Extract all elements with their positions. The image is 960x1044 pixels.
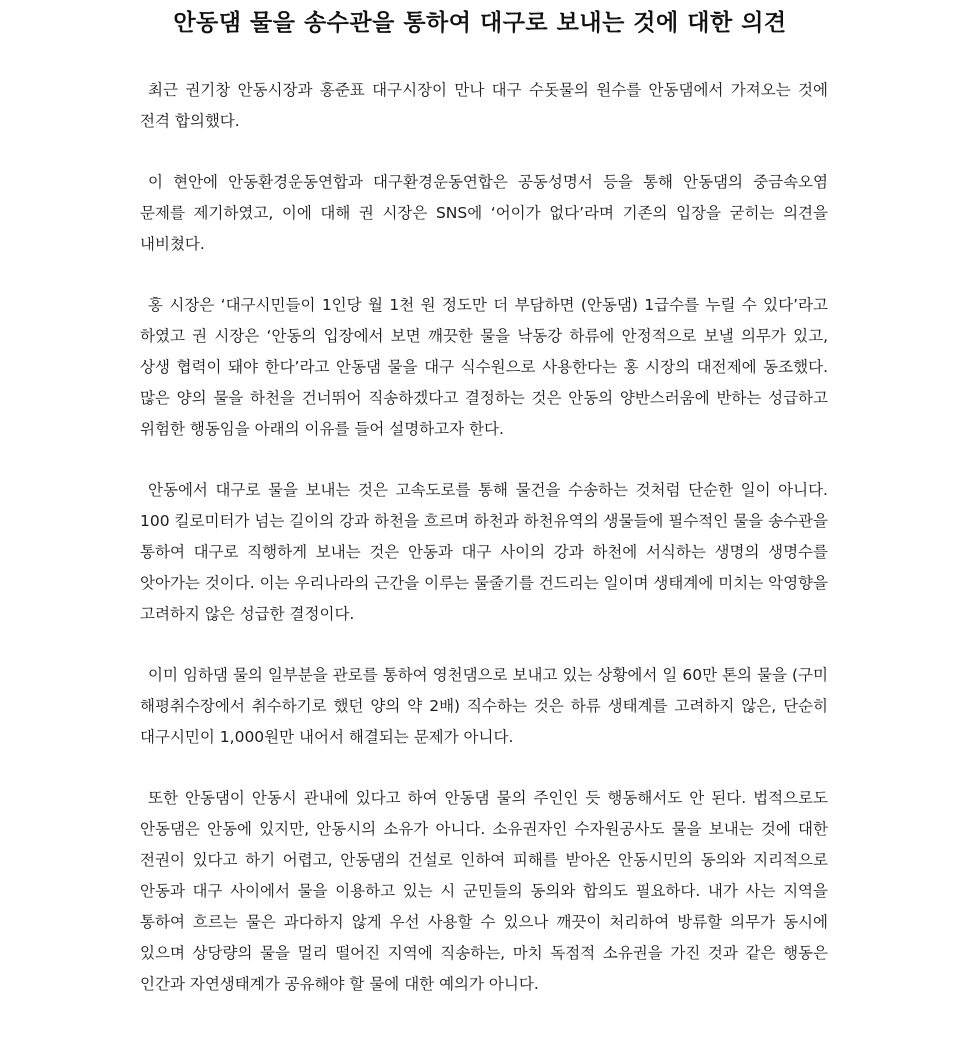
document-title: 안동댐 물을 송수관을 통하여 대구로 보내는 것에 대한 의견 [173, 10, 787, 36]
paragraph-6: 또한 안동댐이 안동시 관내에 있다고 하여 안동댐 물의 주인인 듯 행동해서도 안 된다. 법적으로도 안동댐은 안동에 있지만, 안동시의 소유가 아니다. 소유권자인 수자원공사도 물을 보내는 것에 대한 전권이 있다고 하기 어렵고, 안동댐의 건설로 인하여 피해를 받아온 안동시민의 동의와 지리적으로 안동과 대구 사이에서 물을 이용하고 있는 시 군민들의 동의와 합의도 필요하다. 내가 사는 지역을 통하여 흐르는 물은 과다하지 않게 우선 사용할 수 있으나 깨끗이 처리하여 방류할 의무가 동시에 있으며 상당량의 물을 멀리 떨어진 지역에 직송하는, 마치 독점적 소유권을 가진 것과 같은 행동은 인간과 자연생태계가 공유해야 할 물에 대한 예의가 아니다. [140, 789, 828, 993]
paragraph-2: 이 현안에 안동환경운동연합과 대구환경운동연합은 공동성명서 등을 통해 안동댐의 중금속오염 문제를 제기하였고, 이에 대해 권 시장은 SNS에 ‘어이가 없다’라며 기존의 입장을 굳히는 의견을 내비쳤다. [140, 173, 828, 253]
paragraph-1: 최근 권기창 안동시장과 홍준표 대구시장이 만나 대구 수돗물의 원수를 안동댐에서 가져오는 것에 전격 합의했다. [140, 81, 828, 130]
paragraph-4: 안동에서 대구로 물을 보내는 것은 고속도로를 통해 물건을 수송하는 것처럼 단순한 일이 아니다. 100 킬로미터가 넘는 길이의 강과 하천을 흐르며 하천과 하천유역의 생물들에 필수적인 물을 송수관을 통하여 대구로 직행하게 보내는 것은 안동과 대구 사이의 강과 하천에 서식하는 생명의 생명수를 앗아가는 것이다. 이는 우리나라의 근간을 이루는 물줄기를 건드리는 일이며 생태계에 미치는 악영향을 고려하지 않은 성급한 결정이다. [140, 481, 828, 623]
paragraph-3: 홍 시장은 ‘대구시민들이 1인당 월 1천 원 정도만 더 부담하면 (안동댐) 1급수를 누릴 수 있다’라고 하였고 권 시장은 ‘안동의 입장에서 보면 깨끗한 물을 낙동강 하류에 안정적으로 보낼 의무가 있고, 상생 협력이 돼야 한다’라고 안동댐 물을 대구 식수원으로 사용한다는 홍 시장의 대전제에 동조했다. 많은 양의 물을 하천을 건너뛰어 직송하겠다고 결정하는 것은 안동의 양반스러움에 반하는 성급하고 위험한 행동임을 아래의 이유를 들어 설명하고자 한다. [140, 296, 828, 438]
paragraph-5: 이미 임하댐 물의 일부분을 관로를 통하여 영천댐으로 보내고 있는 상황에서 일 60만 톤의 물을 (구미 해평취수장에서 취수하기로 했던 양의 약 2배) 직수하는 것은 하류 생태계를 고려하지 않은, 단순히 대구시민이 1,000원만 내어서 해결되는 문제가 아니다. [140, 666, 828, 746]
document-body [140, 75, 828, 1000]
